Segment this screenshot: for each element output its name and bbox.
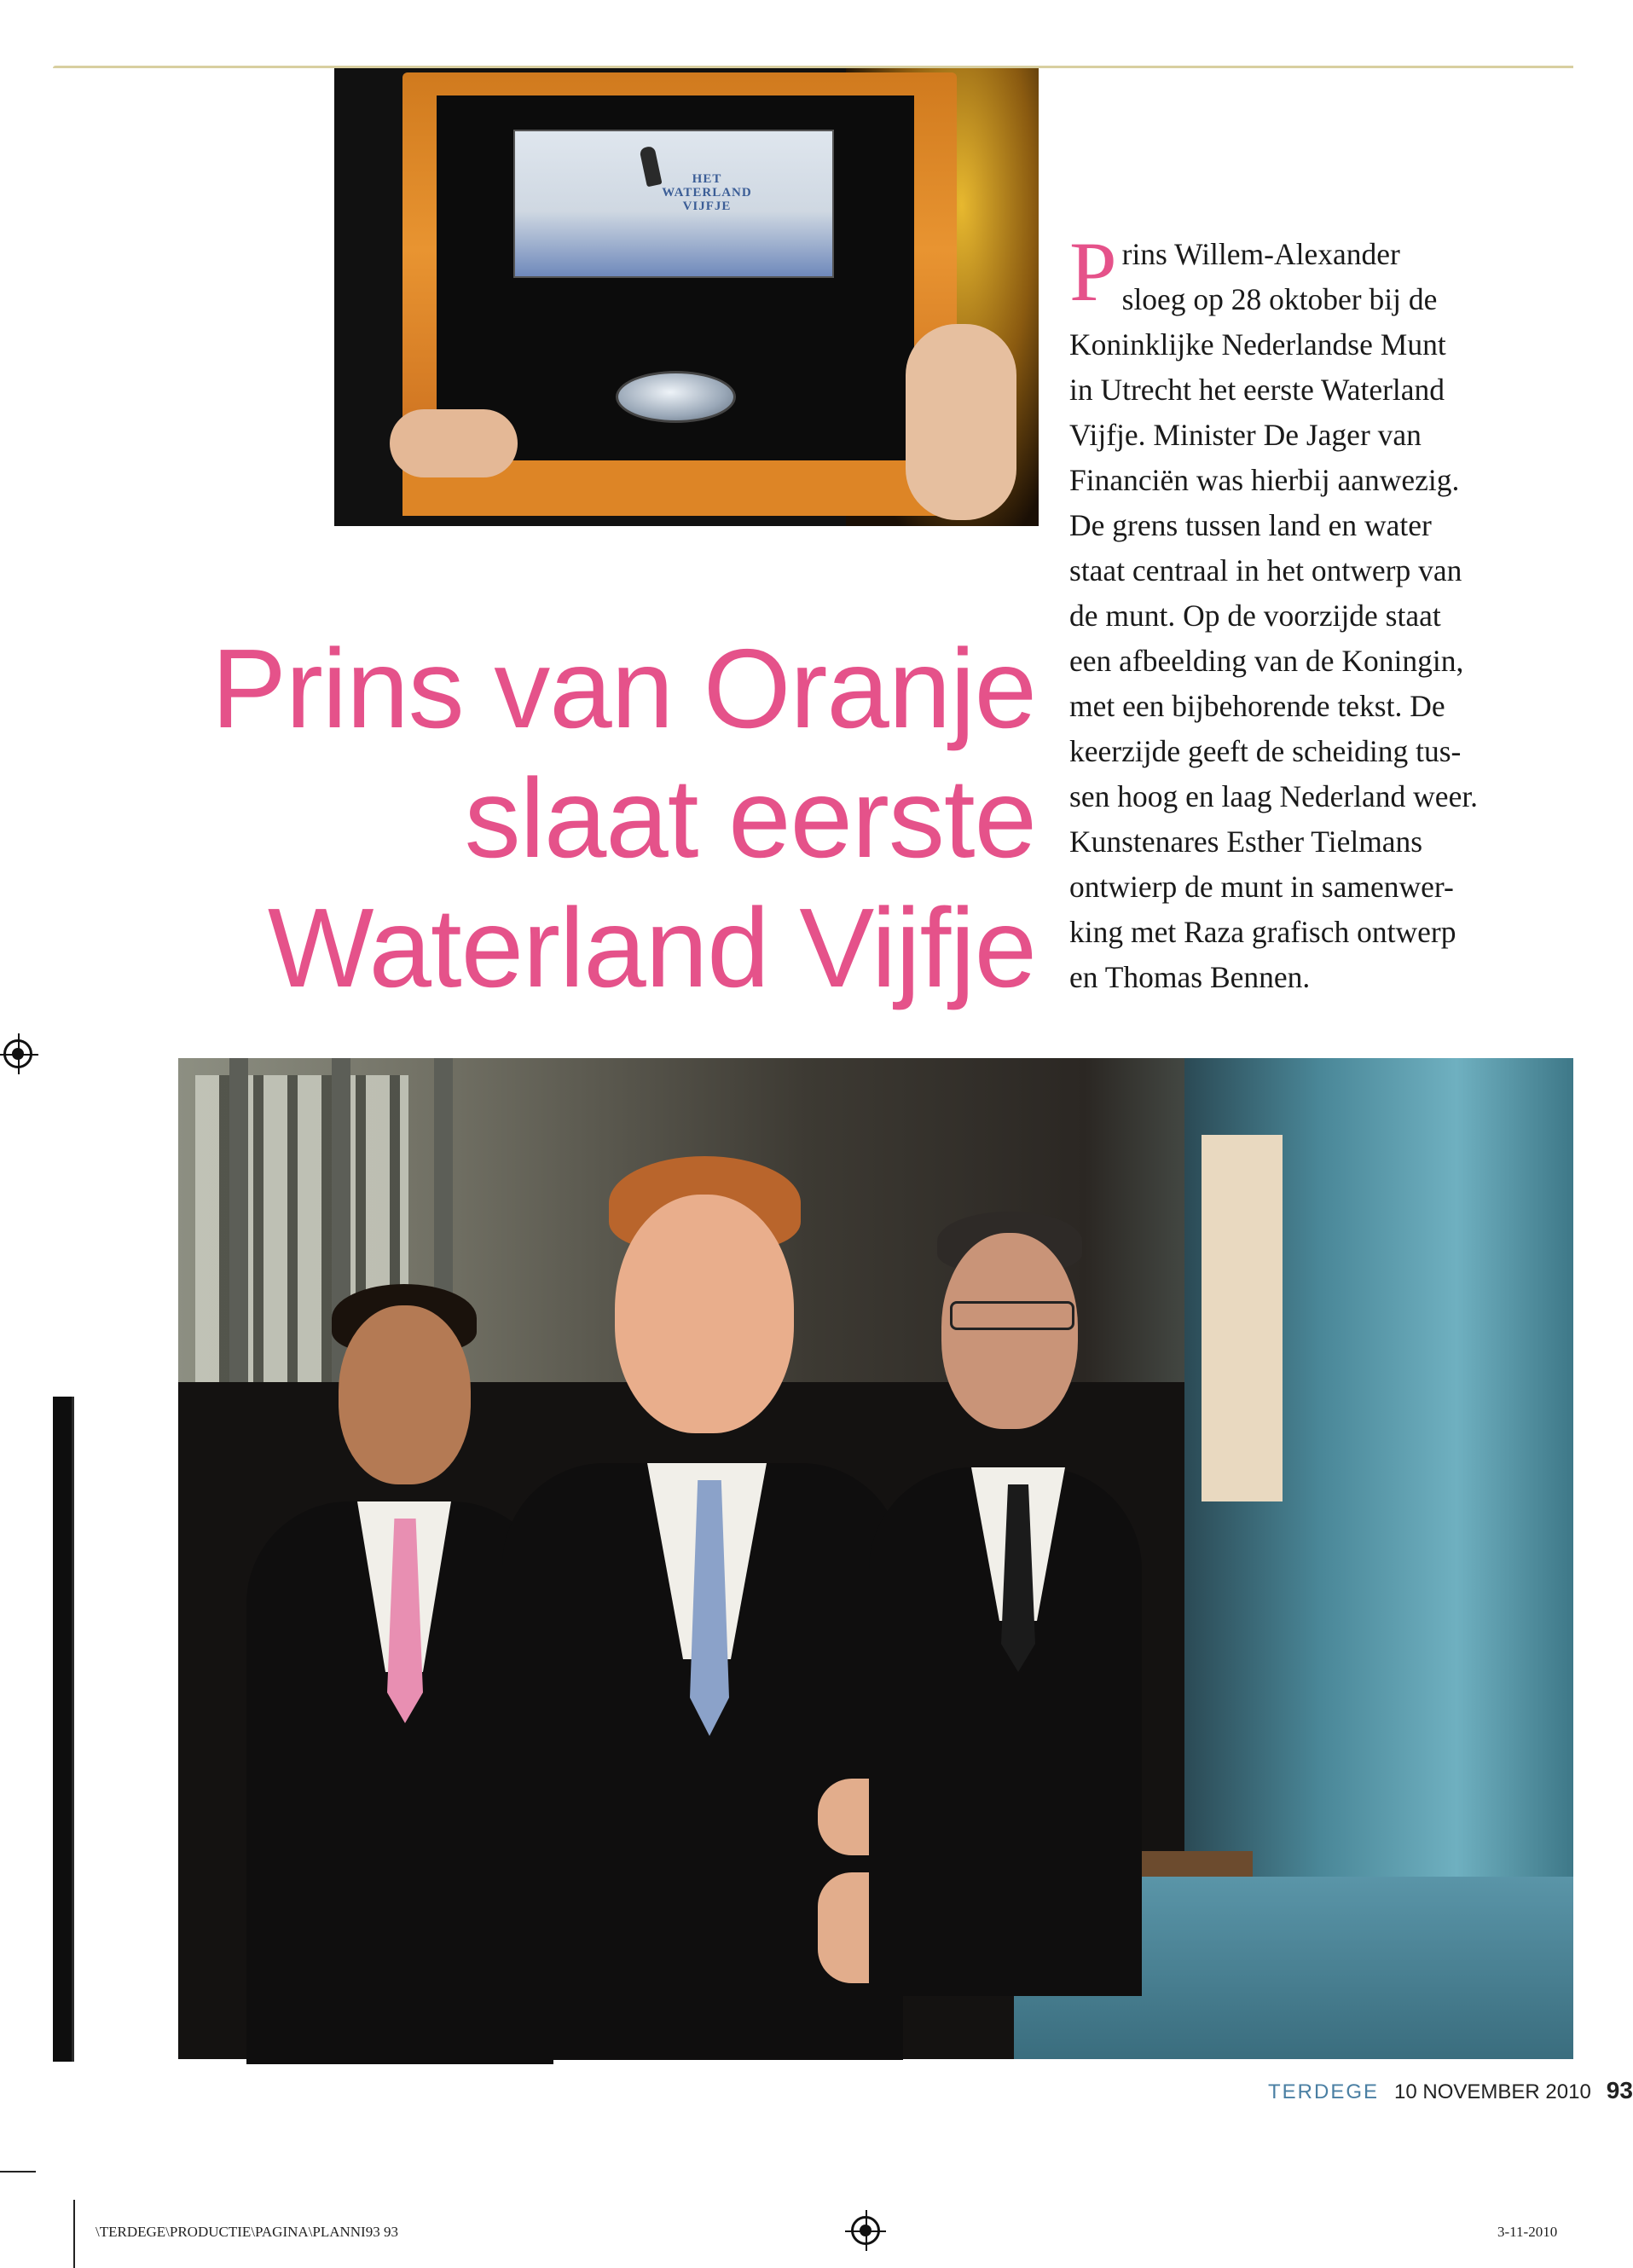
silver-coin bbox=[616, 371, 736, 423]
body-line: in Utrecht het eerste Waterland bbox=[1069, 373, 1445, 407]
hand-left bbox=[390, 409, 518, 477]
headline bbox=[128, 624, 1036, 1013]
body-line: de munt. Op de voorzijde staat bbox=[1069, 599, 1441, 633]
footer-date: 10 NOVEMBER 2010 bbox=[1394, 2080, 1591, 2103]
spread-edge-strip bbox=[72, 1397, 74, 2062]
coin-card bbox=[513, 130, 834, 278]
body-line: en Thomas Bennen. bbox=[1069, 960, 1311, 994]
body-line: sen hoog en laag Nederland weer. bbox=[1069, 779, 1479, 813]
spread-edge-bar bbox=[53, 1397, 72, 2062]
print-slug-date: 3-11-2010 bbox=[1497, 2224, 1558, 2240]
body-line: een afbeelding van de Koningin, bbox=[1069, 644, 1464, 678]
page-footer bbox=[1268, 2077, 1633, 2104]
registration-mark-bottom-icon bbox=[851, 2216, 880, 2245]
headline-line: slaat eerste bbox=[464, 755, 1036, 881]
body-line: keerzijde geeft de scheiding tus- bbox=[1069, 734, 1462, 768]
coin-card-text: HET WATERLAND VIJFJE bbox=[662, 172, 752, 213]
crop-mark-left bbox=[0, 2171, 36, 2173]
body-line: Vijfje. Minister De Jager van bbox=[1069, 418, 1422, 452]
body-line: De grens tussen land en water bbox=[1069, 508, 1432, 542]
body-line: rins Willem-Alexander bbox=[1121, 237, 1400, 271]
article-body bbox=[1069, 224, 1564, 1000]
body-line: Financiën was hierbij aanwezig. bbox=[1069, 463, 1460, 497]
body-line: ontwierp de munt in samenwer- bbox=[1069, 870, 1454, 904]
body-line: met een bijbehorende tekst. De bbox=[1069, 689, 1445, 723]
photo-coin-box bbox=[334, 68, 1039, 526]
headline-line: Waterland Vijfje bbox=[267, 885, 1036, 1010]
body-line: Kunstenares Esther Tielmans bbox=[1069, 824, 1423, 859]
body-line: sloeg op 28 oktober bij de bbox=[1121, 282, 1438, 316]
crop-mark-bottom bbox=[73, 2200, 75, 2268]
page-number: 93 bbox=[1606, 2077, 1633, 2103]
body-line: king met Raza grafisch ontwerp bbox=[1069, 915, 1456, 949]
footer-magazine: TERDEGE bbox=[1268, 2080, 1380, 2103]
drop-cap: P bbox=[1069, 224, 1117, 319]
headline-line: Prins van Oranje bbox=[211, 626, 1036, 751]
print-slug-path: \TERDEGE\PRODUCTIE\PAGINA\PLANNI93 93 bbox=[96, 2224, 398, 2240]
body-line: staat centraal in het ontwerp van bbox=[1069, 553, 1462, 587]
photo-prince-minting bbox=[178, 1058, 1573, 2059]
body-line: Koninklijke Nederlandse Munt bbox=[1069, 327, 1446, 362]
registration-mark-left-icon bbox=[3, 1039, 32, 1068]
hand-right bbox=[906, 324, 1016, 520]
